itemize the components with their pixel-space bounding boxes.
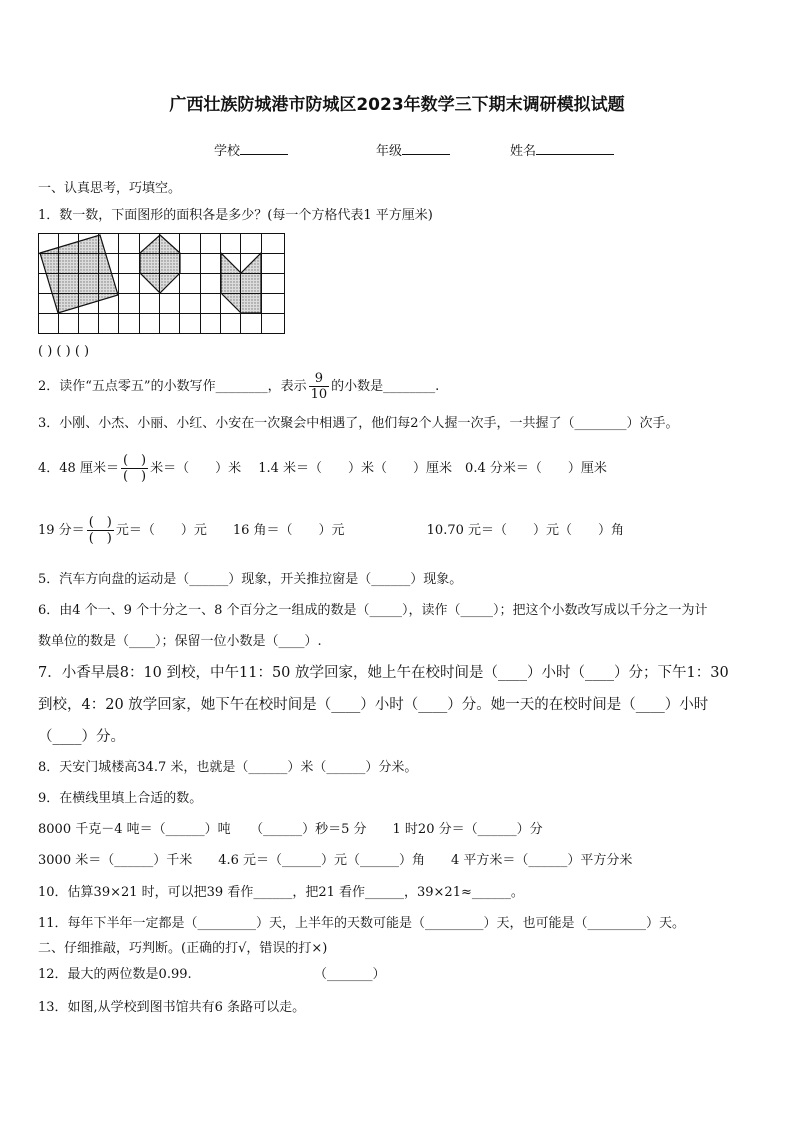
question-12: 12．最大的两位数是0.99. (38, 967, 192, 982)
question-6-line-1: 6．由4 个一、9 个十分之一、8 个百分之一组成的数是（_____），读作（_____）；把这个小数改写成以千分之一为计 (38, 603, 708, 618)
question-6-line-2: 数单位的数是（____）；保留一位小数是（____）. (38, 634, 322, 649)
name-label: 姓名 (510, 144, 537, 159)
grade-field[interactable] (376, 140, 450, 159)
question-4-line-1 (38, 449, 607, 489)
question-5: 5．汽车方向盘的运动是（______）现象，开关推拉窗是（______）现象。 (38, 572, 463, 587)
question-7-line-3: （____）分。 (38, 729, 125, 745)
fraction-denominator: ( ) (122, 469, 147, 484)
fraction-blank[interactable] (121, 453, 148, 484)
grade-label: 年级 (376, 144, 403, 159)
question-11: 11．每年下半年一定都是（_________）天，上半年的天数可能是（_________）天，也可能是（_________）天。 (38, 916, 686, 931)
name-field[interactable] (510, 140, 614, 159)
question-13: 13．如图,从学校到图书馆共有6 条路可以走。 (38, 1000, 306, 1015)
fraction-numerator: 9 (309, 371, 330, 387)
question-3: 3．小刚、小杰、小丽、小红、小安在一次聚会中相遇了，他们每2个人握一次手，一共握了（________）次手。 (38, 416, 679, 431)
question-4-line-2-part-a: 19 分＝ (38, 523, 85, 538)
school-blank[interactable] (240, 142, 288, 155)
name-blank[interactable] (536, 142, 614, 155)
question-4-part-b: 米＝（ ）米 1.4 米＝（ ）米（ ）厘米 0.4 分米＝（ ）厘米 (150, 461, 607, 476)
school-label: 学校 (214, 144, 241, 159)
question-2-part-b: 的小数是________. (331, 379, 440, 394)
question-1-answers[interactable]: ( ) ( ) ( ) (38, 344, 90, 359)
question-12-answer[interactable]: （_______） (314, 967, 386, 982)
question-8: 8．天安门城楼高34.7 米，也就是（______）米（______）分米。 (38, 760, 418, 775)
question-4-line-2-part-b: 元＝（ ）元 16 角＝（ ）元 10.70 元＝（ ）元（ ）角 (115, 523, 624, 538)
question-10: 10．估算39×21 时，可以把39 看作______，把21 看作______，39×21≈______。 (38, 885, 524, 900)
question-1: 1．数一数，下面图形的面积各是多少？(每一个方格代表1 平方厘米) (38, 208, 433, 223)
question-4-line-2 (38, 511, 624, 551)
question-9-row-2: 3000 米＝（______）千米 4.6 元＝（______）元（______）角 4 平方米＝（______）平方分米 (38, 853, 633, 868)
area-grid-figure (38, 233, 286, 335)
section-2-heading: 二、仔细推敲，巧判断。(正确的打√，错误的打×) (38, 941, 328, 956)
question-9-row-1: 8000 千克－4 吨＝（______）吨 （______）秒＝5 分 1 时20 分＝（______）分 (38, 822, 543, 837)
fraction-denominator: 10 (310, 387, 328, 402)
question-9: 9．在横线里填上合适的数。 (38, 791, 203, 806)
question-7-line-1: 7．小香早晨8：10 到校，中午11：50 放学回家，她上午在校时间是（____）小时（____）分；下午1：30 (38, 665, 729, 681)
fraction-nine-tenths (309, 371, 330, 402)
question-2-part-a: 2．读作“五点零五”的小数写作________，表示 (38, 379, 307, 394)
fraction-blank[interactable] (87, 515, 114, 546)
question-4-part-a: 4．48 厘米＝ (38, 461, 119, 476)
grade-blank[interactable] (402, 142, 450, 155)
fraction-numerator: ( ) (122, 453, 147, 468)
section-1-heading: 一、认真思考，巧填空。 (38, 181, 182, 196)
question-2 (38, 370, 439, 404)
school-field[interactable] (214, 140, 288, 159)
question-7-line-2: 到校，4：20 放学回家，她下午在校时间是（____）小时（____）分。她一天的在校时间是（____）小时 (38, 697, 709, 713)
page-title: 广西壮族防城港市防城区2023年数学三下期末调研模拟试题 (169, 95, 625, 115)
fraction-numerator: ( ) (88, 515, 112, 530)
fraction-denominator: ( ) (88, 531, 112, 546)
